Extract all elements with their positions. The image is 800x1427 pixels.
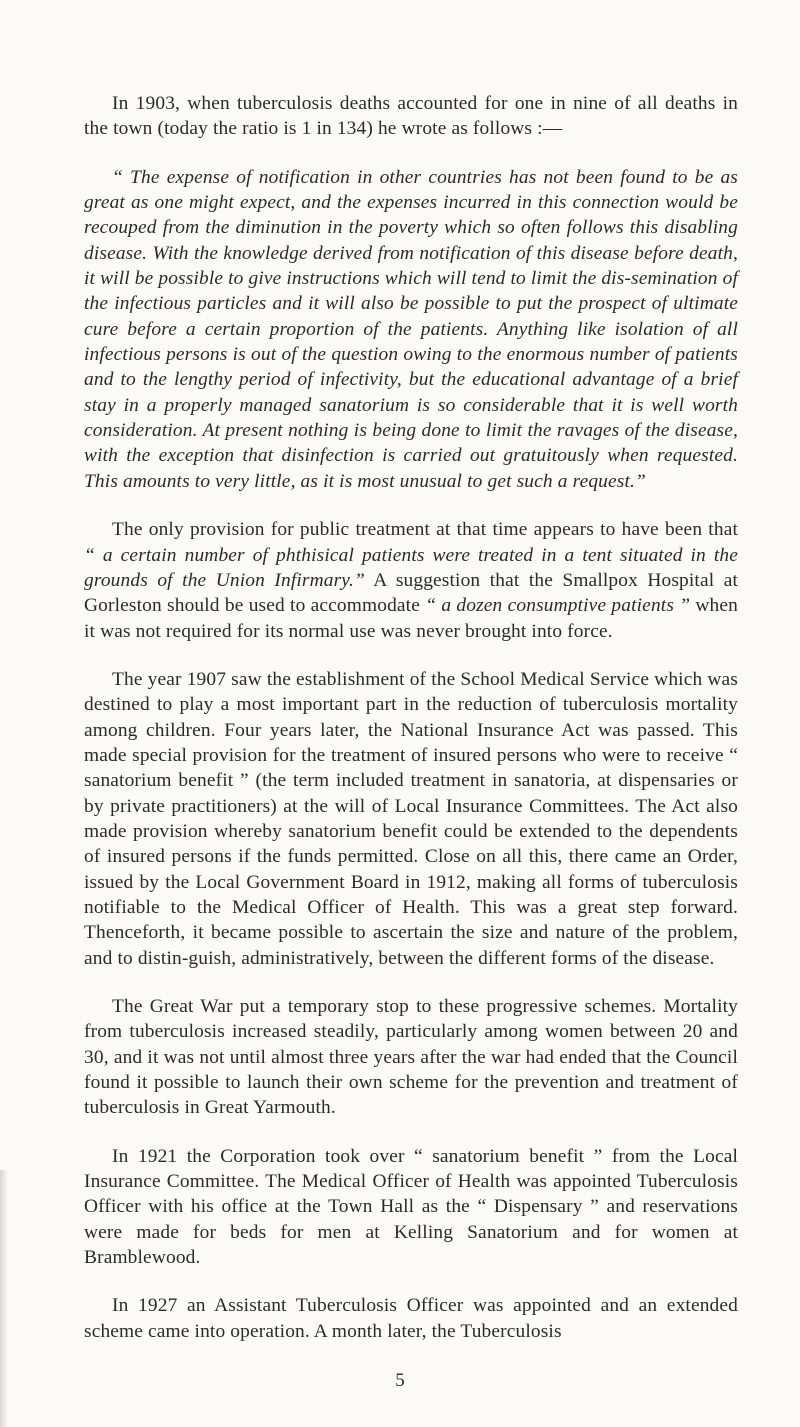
text-segment: The year 1907 saw the establishment of the School Medical Service which was destined to play a most important part in the reduction of tuberculosis mortality among children. Four years later, the National Insurance Act was passed. This made special provision for the treatment of insured persons who were to receive “ sanatorium benefit ” (the term included treatment in sanatoria, at dispensaries or by private practitioners) at the will of Local Insurance Committees. The Act also made provision whereby sanatorium benefit could be extended to the dependents of insured persons if the funds permitted. Close on all this, there came an Order, issued by the Local Government Board in 1912, making all forms of tuberculosis notifiable to the Medical Officer of Health. This was a great step forward. Thenceforth, it became possible to ascertain the size and nature of the problem, and to distin-guish, administratively, between the different forms of the disease. xyxy=(84,668,738,969)
text-segment: The only provision for public treatment at that time appears to have been that xyxy=(112,519,738,541)
paragraph xyxy=(84,667,738,971)
body-text xyxy=(84,91,738,1344)
text-segment: In 1903, when tuberculosis deaths accounted for one in nine of all deaths in the town (today the ratio is 1 in 134) he wrote as follows :— xyxy=(84,93,738,140)
text-segment: The Great War put a temporary stop to these progressive schemes. Mortality from tuberculosis increased steadily, particularly among women between 20 and 30, and it was not until almost three years after the war had ended that the Council found it possible to launch their own scheme for the prevention and treatment of tuberculosis in Great Yarmouth. xyxy=(84,996,738,1119)
scan-edge-shadow xyxy=(0,1170,8,1427)
quoted-paragraph xyxy=(84,165,738,494)
text-segment: In 1927 an Assistant Tuberculosis Officer was appointed and an extended scheme came into operation. A month later, the Tuberculosis xyxy=(84,1295,738,1342)
text-segment: when it was not required for its normal use was never brought into force. xyxy=(84,595,738,642)
paragraph xyxy=(84,517,738,644)
page-number: 5 xyxy=(395,1370,405,1391)
paragraph xyxy=(84,1293,738,1344)
text-segment: A suggestion that the Smallpox Hospital at Gorleston should be used to accommodate xyxy=(84,569,738,617)
text-segment: In 1921 the Corporation took over “ sanatorium benefit ” from the Local Insurance Committee. The Medical Officer of Health was appointed Tuberculosis Officer with his office at the Town Hall as the “ Dispensary ” and reservations were made for beds for men at Kelling Sanatorium and for women at Bramblewood. xyxy=(84,1145,738,1269)
italic-text-segment: “ The expense of notification in other countries has not been found to be as great as one might expect, and the expenses incurred in this connection would be recouped from the diminution in the poverty which so often follows this disabling disease. With the knowledge derived from notification of this disease before death, it will be possible to give instructions which will tend to limit the dis-semination of the infectious particles and it will also be possible to put the prospect of ultimate cure before a certain proportion of the patients. Anything like isolation of all infectious persons is out of the question owing to the enormous number of patients and to the lengthy period of infectivity, but the educational advantage of a brief stay in a properly managed sanatorium is so considerable that it is well worth consideration. At present nothing is being done to limit the ravages of the disease, with the exception that disinfection is carried out gratuitously when requested. This amounts to very little, as it is most unusual to get such a request.” xyxy=(84,166,738,492)
italic-text-segment: “ a certain number of phthisical patients were treated in a tent situated in the grounds of the Union Infirmary.” xyxy=(84,544,738,591)
paragraph xyxy=(84,994,738,1121)
paragraph xyxy=(84,1144,738,1271)
paragraph xyxy=(84,91,738,142)
italic-text-segment: “ a dozen consumptive patients ” xyxy=(425,595,691,617)
